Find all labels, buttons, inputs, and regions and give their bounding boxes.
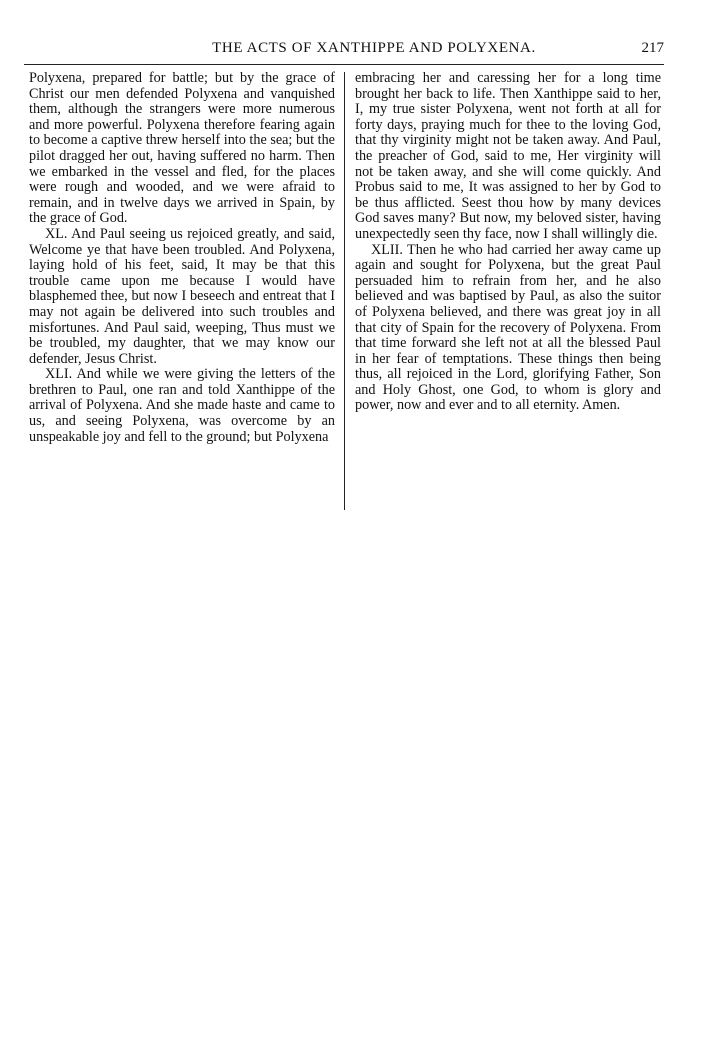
running-title: THE ACTS OF XANTHIPPE AND POLYXENA. (212, 40, 536, 56)
page-header (24, 40, 664, 62)
left-column (29, 71, 335, 445)
right-column (355, 71, 661, 414)
header-rule (24, 64, 664, 65)
page-number: 217 (641, 40, 664, 56)
left-paragraph-2: XL. And Paul seeing us rejoiced greatly, and said, Welcome ye that have been troubled. And Polyxena, laying hold of his feet, said, It may be that this trouble came upon me because I would have blasphemed thee, but now I beseech and entreat that I may not again be delivered into such troubles and misfortunes. And Paul said, weeping, Thus must we be troubled, my daughter, that we may know our defender, Jesus Christ. (29, 225, 335, 367)
right-paragraph-2: XLII. Then he who had carried her away came up again and sought for Polyxena, but the great Paul persuaded him to refrain from her, and he also believed and was baptised by Paul, as also the suitor of Polyxena believed, and there was great joy in all that city of Spain for the recovery of Polyxena. From that time forward she left not at all the blessed Paul in her fear of temptations. These things then being thus, all rejoiced in the Lord, glorifying Father, Son and Holy Ghost, one God, to whom is glory and power, now and ever and to all eternity. Amen. (355, 241, 661, 414)
left-paragraph-3: XLI. And while we were giving the letters of the brethren to Paul, one ran and told Xanthippe of the arrival of Polyxena. And she made haste and came to us, and seeing Polyxena, was overcome by an unspeakable joy and fell to the ground; but Polyxena (29, 366, 335, 445)
left-paragraph-1: Polyxena, prepared for battle; but by the grace of Christ our men defended Polyxena and vanquished them, although the strangers were more numerous and more powerful. Polyxena therefore fearing again to become a captive threw herself into the sea; but the pilot dragged her out, having suffered no harm. Then we embarked in the vessel and fled, for the places were rough and wooded, and we were afraid to remain, and in twelve days we arrived in Spain, by the grace of God. (29, 70, 335, 227)
column-divider (344, 72, 345, 510)
right-paragraph-1: embracing her and caressing her for a long time brought her back to life. Then Xanthippe said to her, I, my true sister Polyxena, went not forth at all for forty days, praying much for thee to the loving God, that thy virginity might not be taken away. And Paul, the preacher of God, said to me, Her virginity will not be taken away, and she will come quickly. And Probus said to me, It was assigned to her by God to be thus afflicted. Seest thou how by many devices God saves many? But now, my beloved sister, having unexpectedly seen thy face, now I shall willingly die. (355, 70, 661, 242)
